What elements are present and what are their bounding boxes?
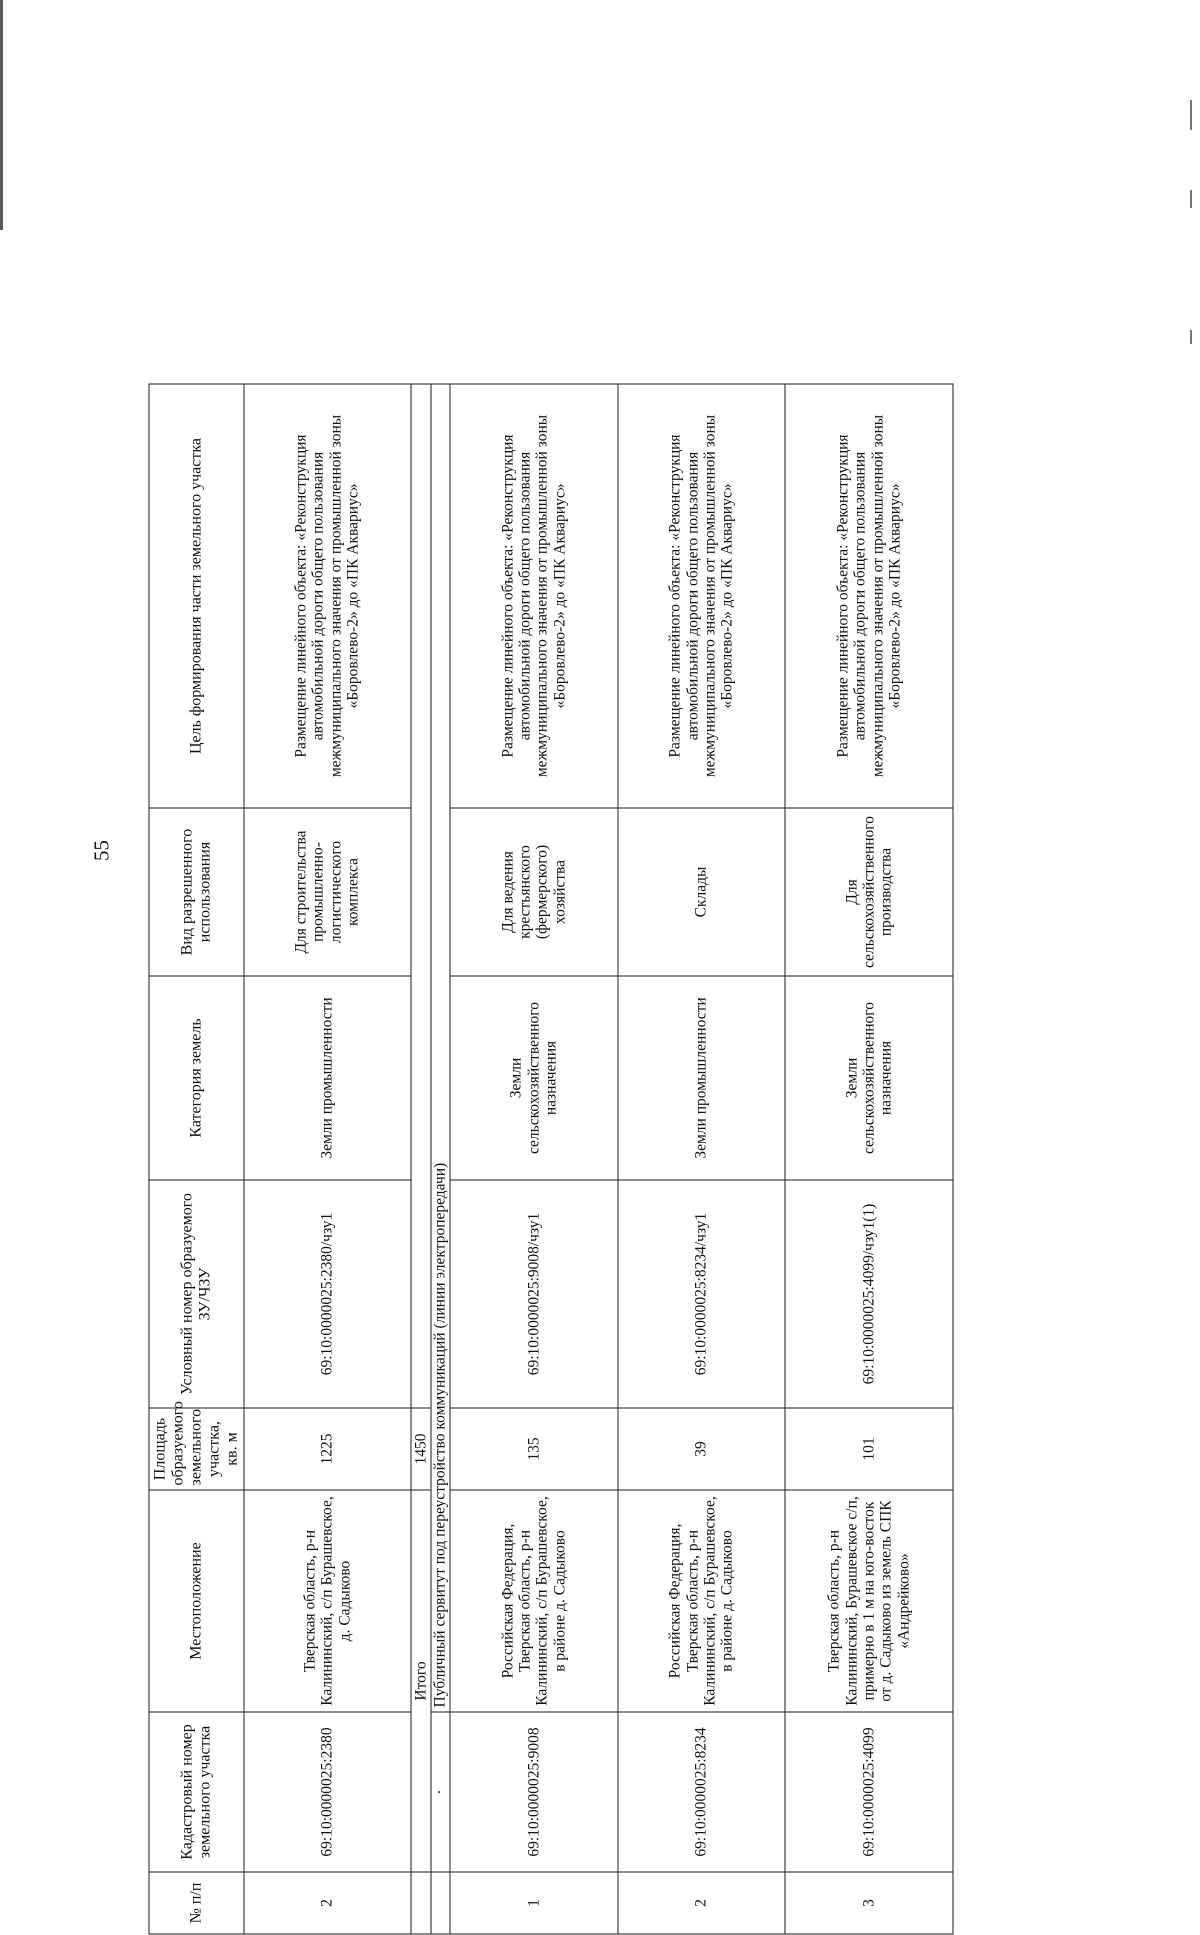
cell-purpose: Размещение линейного объекта: «Реконструкция автомобильной дороги общего пользования межмуниципального значения от промышленной зоны «Боровлево-2» до «ПК Аквариус» — [244, 384, 412, 808]
cell-use: Склады — [618, 808, 786, 976]
scan-artifact — [1190, 190, 1192, 208]
cell-location: Тверская область, р-н Калининский, Бурашевское с/п, примерно в 1 м на юго-восток от д. Садыково из земель СПК «Андрейково» — [785, 1490, 953, 1712]
total-label: Итого — [411, 1490, 430, 1872]
table-row — [618, 384, 786, 1934]
cell-category: Земли промышленности — [618, 976, 786, 1180]
cell-use: Для ведения крестьянского (фермерского) хозяйства — [450, 808, 618, 976]
header-num: № п/п — [149, 1872, 244, 1934]
section-row — [431, 384, 450, 1934]
cell-location: Российская Федерация, Тверская область, р-н Калининский, с/п Бурашевское, в районе д. Садыково — [450, 1490, 618, 1712]
land-plots-table — [149, 384, 954, 1935]
rotated-table-sheet — [149, 385, 954, 1935]
cell-use: Для сельскохозяйственного производства — [785, 808, 953, 976]
cell-cadastral: 69:10:0000025:2380 — [244, 1712, 412, 1872]
total-row — [411, 384, 430, 1934]
cell-location: Тверская область, р-н Калининский, с/п Бурашевское, д. Садыково — [244, 1490, 412, 1712]
cell-category: Земли промышленности — [244, 976, 412, 1180]
table-row — [450, 384, 618, 1934]
cell-area: 39 — [618, 1408, 786, 1490]
section-empty-cell — [431, 1872, 450, 1934]
cell-category: Земли сельскохозяйственного назначения — [450, 976, 618, 1180]
cell-num: 2 — [618, 1872, 786, 1934]
page-number: 55 — [89, 840, 114, 861]
cell-purpose: Размещение линейного объекта: «Реконструкция автомобильной дороги общего пользования межмуниципального значения от промышленной зоны «Боровлево-2» до «ПК Аквариус» — [785, 384, 953, 808]
header-location: Местоположение — [149, 1490, 244, 1712]
table-row — [785, 384, 953, 1934]
cell-cadastral: 69:10:0000025:8234 — [618, 1712, 786, 1872]
cell-cadastral: 69:10:0000025:4099 — [785, 1712, 953, 1872]
section-marker: · — [431, 1712, 450, 1872]
cell-purpose: Размещение линейного объекта: «Реконструкция автомобильной дороги общего пользования межмуниципального значения от промышленной зоны «Боровлево-2» до «ПК Аквариус» — [450, 384, 618, 808]
header-category: Категория земель — [149, 976, 244, 1180]
cell-area: 1225 — [244, 1408, 412, 1490]
header-purpose: Цель формирования части земельного участка — [149, 384, 244, 808]
header-conditional: Условный номер образуемого ЗУ/ЧЗУ — [149, 1180, 244, 1408]
section-title: Публичный сервитут под переустройство коммуникаций (линии электропередачи) — [431, 384, 450, 1712]
scan-artifact — [1190, 100, 1192, 130]
total-empty-cell — [411, 1872, 430, 1934]
header-cadastral: Кадастровый номер земельного участка — [149, 1712, 244, 1872]
header-area: Площадь образуемого земельного участка, кв. м — [149, 1408, 244, 1490]
cell-conditional: 69:10:0000025:8234/чзу1 — [618, 1180, 786, 1408]
cell-category: Земли сельскохозяйственного назначения — [785, 976, 953, 1180]
scan-edge-shadow — [0, 0, 3, 230]
cell-location: Российская Федерация, Тверская область, р-н Калининский, с/п Бурашевское, в районе д. Садыково — [618, 1490, 786, 1712]
cell-conditional: 69:10:0000025:9008/чзу1 — [450, 1180, 618, 1408]
cell-conditional: 69:10:0000025:4099/чзу1(1) — [785, 1180, 953, 1408]
cell-use: Для строительства промышленно-логистического комплекса — [244, 808, 412, 976]
cell-num: 1 — [450, 1872, 618, 1934]
cell-cadastral: 69:10:0000025:9008 — [450, 1712, 618, 1872]
header-use: Вид разрешенного использования — [149, 808, 244, 976]
cell-num: 3 — [785, 1872, 953, 1934]
cell-purpose: Размещение линейного объекта: «Реконструкция автомобильной дороги общего пользования межмуниципального значения от промышленной зоны «Боровлево-2» до «ПК Аквариус» — [618, 384, 786, 808]
table-header-row — [149, 384, 244, 1934]
cell-conditional: 69:10:0000025:2380/чзу1 — [244, 1180, 412, 1408]
table-row — [244, 384, 412, 1934]
total-area: 1450 — [411, 1408, 430, 1490]
cell-num: 2 — [244, 1872, 412, 1934]
total-empty-span — [411, 384, 430, 1408]
cell-area: 101 — [785, 1408, 953, 1490]
cell-area: 135 — [450, 1408, 618, 1490]
scan-artifact — [1190, 330, 1192, 344]
